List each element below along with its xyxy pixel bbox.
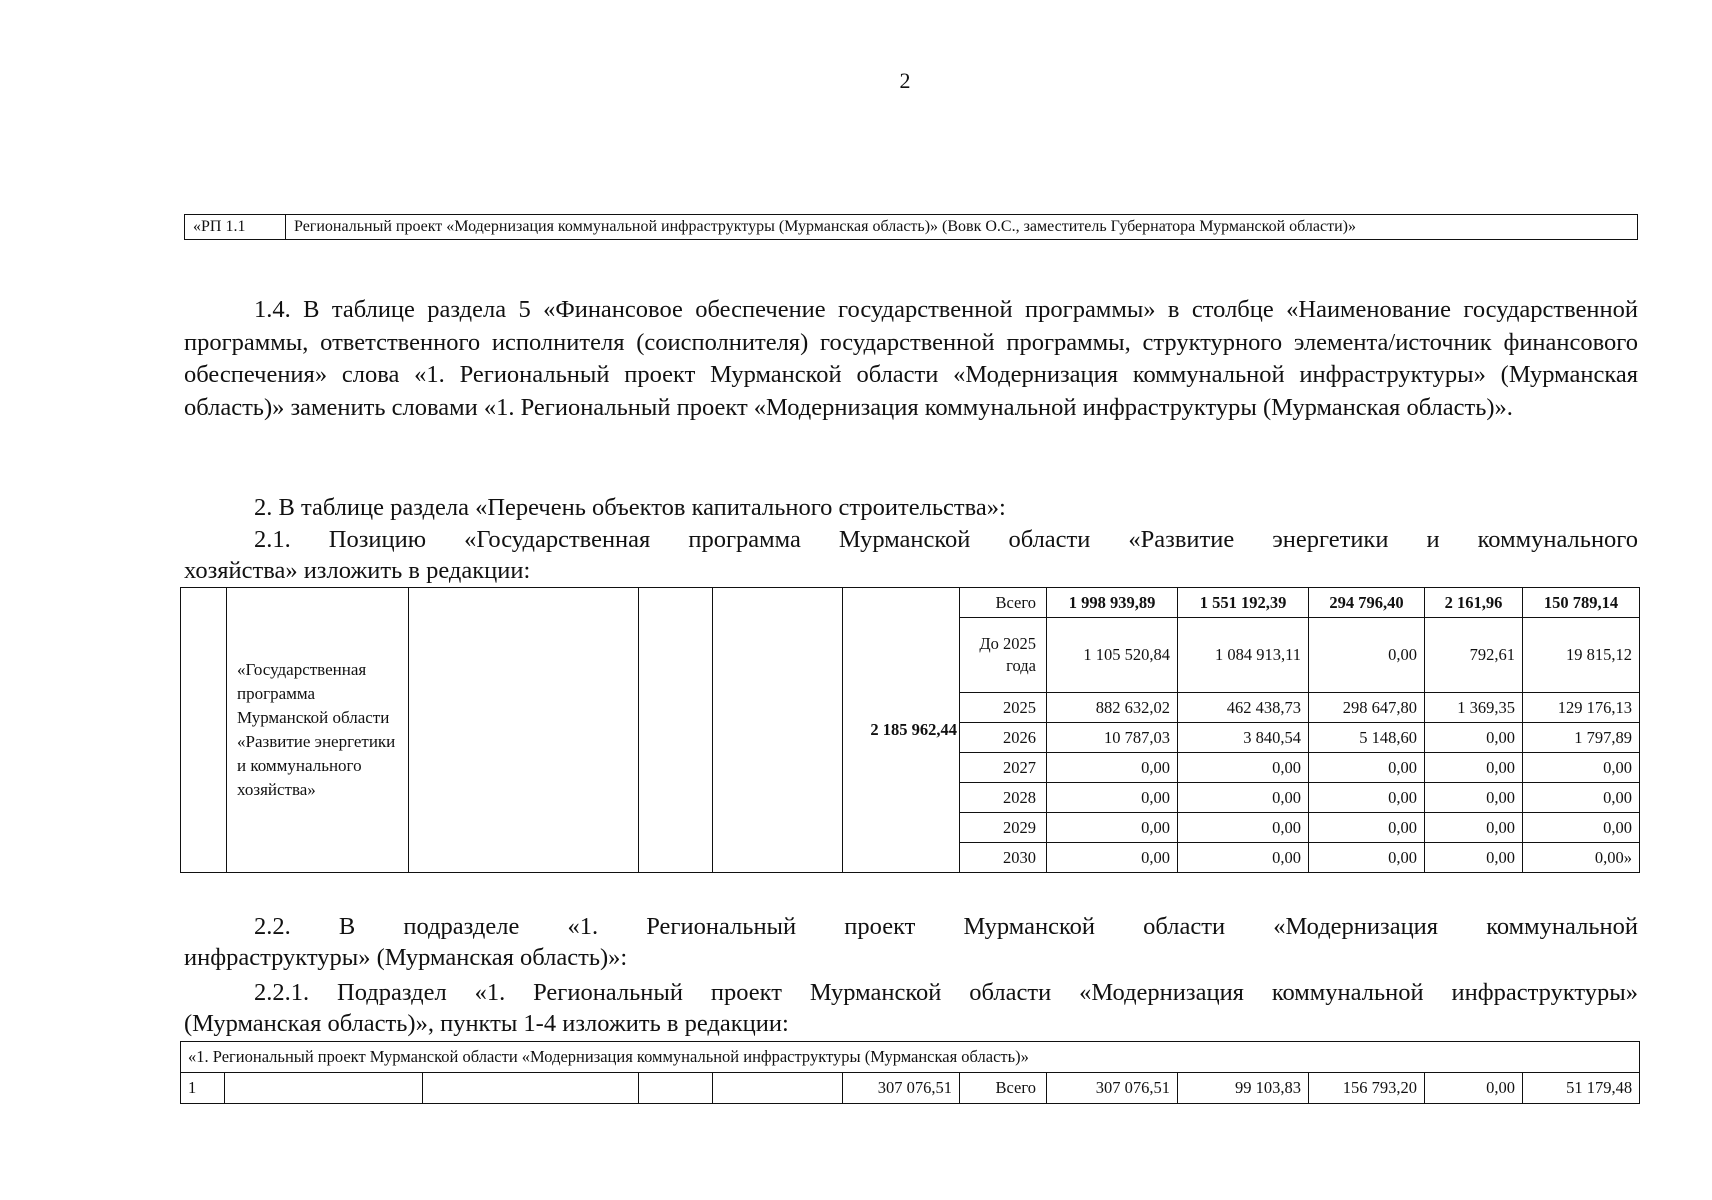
value-cell: 19 815,12	[1523, 618, 1640, 693]
value-cell: 0,00	[1309, 813, 1425, 843]
value-cell: 0,00	[1425, 723, 1523, 753]
page-number: 2	[899, 68, 911, 93]
value-cell: 1 998 939,89	[1047, 588, 1178, 618]
value-cell: 0,00	[1309, 843, 1425, 873]
table-row	[185, 215, 1638, 240]
value-cell: 0,00	[1425, 753, 1523, 783]
value-cell: 2 161,96	[1425, 588, 1523, 618]
value-cell: 129 176,13	[1523, 693, 1640, 723]
paragraph-2-2-line1: 2.2. В подразделе «1. Региональный проект Мурманской области «Модернизация коммунальной	[254, 913, 1638, 940]
period-cell: 2025	[960, 693, 1047, 723]
total-cost-cell: 2 185 962,44	[843, 588, 960, 873]
paragraph-2-2-line2: инфраструктуры» (Мурманская область)»:	[184, 944, 628, 971]
paragraph-1-4: 1.4. В таблице раздела 5 «Финансовое обеспечение государственной программы» в столбце «Наименование государственной программы, ответственного исполнителя (соисполнителя) государственной программы, структурного элемента/источник финансового обеспечения» слова «1. Региональный проект Мурманской области «Модернизация коммунальной инфраструктуры» (Мурманская область)» заменить словами «1. Региональный проект «Модернизация коммунальной инфраструктуры (Мурманская область)».	[184, 296, 1638, 421]
section-header: «1. Региональный проект Мурманской области «Модернизация коммунальной инфраструктуры (Мурманская область)»	[181, 1042, 1640, 1073]
value-cell: 1 797,89	[1523, 723, 1640, 753]
regional-project-table	[180, 1041, 1640, 1104]
value-cell: 5 148,60	[1309, 723, 1425, 753]
value-cell: 0,00	[1178, 813, 1309, 843]
value-cell: 1 551 192,39	[1178, 588, 1309, 618]
value-cell: 3 840,54	[1178, 723, 1309, 753]
value-cell: 0,00	[1523, 813, 1640, 843]
value-cell: 0,00	[1425, 843, 1523, 873]
value-cell: 0,00	[1178, 843, 1309, 873]
value-cell: 0,00	[1047, 753, 1178, 783]
empty-cell	[639, 1073, 713, 1104]
cost-cell: 307 076,51	[843, 1073, 960, 1104]
value-cell: 0,00	[1178, 753, 1309, 783]
value-cell: 792,61	[1425, 618, 1523, 693]
value-cell: 10 787,03	[1047, 723, 1178, 753]
value-cell: 156 793,20	[1309, 1073, 1425, 1104]
value-cell: 0,00	[1047, 843, 1178, 873]
value-cell: 0,00	[1425, 1073, 1523, 1104]
value-cell: 51 179,48	[1523, 1073, 1640, 1104]
paragraph-2: 2. В таблице раздела «Перечень объектов капитального строительства»:	[254, 494, 1006, 521]
period-cell: 2026	[960, 723, 1047, 753]
empty-cell	[409, 588, 639, 873]
period-cell: 2028	[960, 783, 1047, 813]
value-cell: 99 103,83	[1178, 1073, 1309, 1104]
period-cell: До 2025 года	[960, 618, 1047, 693]
value-cell: 0,00	[1309, 618, 1425, 693]
paragraph-2-2-1-line1: 2.2.1. Подраздел «1. Региональный проект Мурманской области «Модернизация коммунальной инфраструктуры»	[254, 979, 1638, 1006]
value-cell: 0,00	[1425, 813, 1523, 843]
value-cell: 0,00	[1523, 783, 1640, 813]
project-code: «РП 1.1	[185, 215, 286, 240]
value-cell: 0,00	[1047, 783, 1178, 813]
empty-cell	[713, 588, 843, 873]
project-table	[184, 214, 1638, 240]
value-cell: 0,00	[1309, 753, 1425, 783]
paragraph-2-1-line1: 2.1. Позицию «Государственная программа Мурманской области «Развитие энергетики и коммунального	[254, 526, 1638, 553]
value-cell: 0,00	[1425, 783, 1523, 813]
value-cell: 1 105 520,84	[1047, 618, 1178, 693]
row-number: 1	[181, 1073, 225, 1104]
empty-cell	[423, 1073, 639, 1104]
paragraph-2-1-line2: хозяйства» изложить в редакции:	[184, 557, 531, 584]
table-row	[181, 1073, 1640, 1104]
value-cell: 0,00	[1309, 783, 1425, 813]
value-cell: 294 796,40	[1309, 588, 1425, 618]
value-cell: 0,00	[1178, 783, 1309, 813]
period-cell: Всего	[960, 588, 1047, 618]
period-cell: 2030	[960, 843, 1047, 873]
value-cell: 307 076,51	[1047, 1073, 1178, 1104]
value-cell: 882 632,02	[1047, 693, 1178, 723]
value-cell: 1 084 913,11	[1178, 618, 1309, 693]
value-cell: 150 789,14	[1523, 588, 1640, 618]
capital-objects-table	[180, 587, 1640, 873]
table-row	[181, 588, 1640, 618]
value-cell: 0,00	[1047, 813, 1178, 843]
empty-cell	[639, 588, 713, 873]
value-cell: 462 438,73	[1178, 693, 1309, 723]
value-cell: 0,00»	[1523, 843, 1640, 873]
table-row	[181, 1042, 1640, 1073]
empty-cell	[713, 1073, 843, 1104]
period-cell: 2027	[960, 753, 1047, 783]
period-cell: 2029	[960, 813, 1047, 843]
value-cell: 1 369,35	[1425, 693, 1523, 723]
empty-cell	[225, 1073, 423, 1104]
period-cell: Всего	[960, 1073, 1047, 1104]
value-cell: 298 647,80	[1309, 693, 1425, 723]
paragraph-2-2-1-line2: (Мурманская область)», пункты 1-4 изложить в редакции:	[184, 1010, 789, 1037]
value-cell: 0,00	[1523, 753, 1640, 783]
project-title: Региональный проект «Модернизация коммунальной инфраструктуры (Мурманская область)» (Вовк О.С., заместитель Губернатора Мурманской области)»	[286, 215, 1638, 240]
program-name-cell: «Государственная программа Мурманской области «Развитие энергетики и коммунального хозяйства»	[227, 588, 409, 873]
number-cell	[181, 588, 227, 873]
